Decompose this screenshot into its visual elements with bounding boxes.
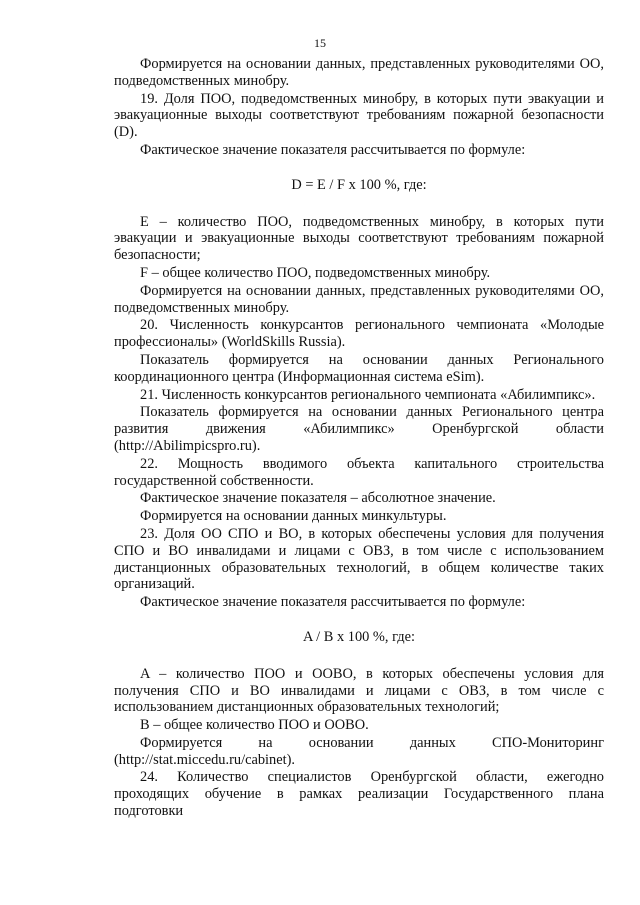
paragraph: Показатель формируется на основании данных Регионального координационного центра (Информационная система eSim). bbox=[114, 351, 604, 385]
paragraph: Формируется на основании данных, представленных руководителями ОО, подведомственных минобру. bbox=[114, 282, 604, 316]
formula-definition-a: A – количество ПОО и ООВО, в которых обеспечены условия для получения СПО и ВО инвалидами и лицами с ОВЗ, в том числе с использованием дистанционных образовательных технологий; bbox=[114, 665, 604, 716]
paragraph: Фактическое значение показателя – абсолютное значение. bbox=[140, 490, 496, 507]
paragraph: Фактическое значение показателя рассчитывается по формуле: bbox=[140, 141, 526, 158]
formula-definition-e: E – количество ПОО, подведомственных минобру, в которых пути эвакуации и эвакуационные выходы соответствуют требованиям пожарной безопасности; bbox=[114, 213, 604, 264]
page-body bbox=[114, 56, 604, 820]
formula-definition-f: F – общее количество ПОО, подведомственных минобру. bbox=[140, 264, 491, 281]
paragraph-item-24: 24. Количество специалистов Оренбургской области, ежегодно проходящих обучение в рамках реализации Государственного плана подготовки bbox=[114, 769, 604, 820]
paragraph: Показатель формируется на основании данных Регионального центра развития движения «Абилимпикс» Оренбургской области (http://Abilimpicspro.ru). bbox=[114, 404, 604, 454]
paragraph-item-23: 23. Доля ОО СПО и ВО, в которых обеспечены условия для получения СПО и ВО инвалидами и лицами с ОВЗ, в том числе с использованием дистанционных образовательных технологий, в общем количестве таких организаций. bbox=[114, 525, 604, 593]
paragraph: Формируется на основании данных минкультуры. bbox=[140, 508, 447, 525]
paragraph: Формируется на основании данных СПО-Мониторинг (http://stat.miccedu.ru/cabinet). bbox=[114, 734, 604, 768]
paragraph-item-21: 21. Численность конкурсантов регионального чемпионата «Абилимпикс». bbox=[140, 386, 596, 403]
formula-definition-b: B – общее количество ПОО и ООВО. bbox=[140, 717, 369, 734]
formula-d: D = E / F x 100 %, где: bbox=[291, 176, 427, 193]
paragraph: Фактическое значение показателя рассчитывается по формуле: bbox=[140, 594, 526, 611]
paragraph-item-19: 19. Доля ПОО, подведомственных минобру, в которых пути эвакуации и эвакуационные выходы соответствуют требованиям пожарной безопасности (D). bbox=[114, 90, 604, 141]
paragraph-item-22: 22. Мощность вводимого объекта капитального строительства государственной собственности. bbox=[114, 455, 604, 489]
page-number: 15 bbox=[314, 36, 326, 50]
formula-ab: A / B x 100 %, где: bbox=[302, 628, 416, 645]
paragraph: Формируется на основании данных, представленных руководителями ОО, подведомственных минобру. bbox=[114, 56, 604, 89]
paragraph-item-20: 20. Численность конкурсантов регионального чемпионата «Молодые профессионалы» (WorldSkills Russia). bbox=[114, 317, 604, 351]
